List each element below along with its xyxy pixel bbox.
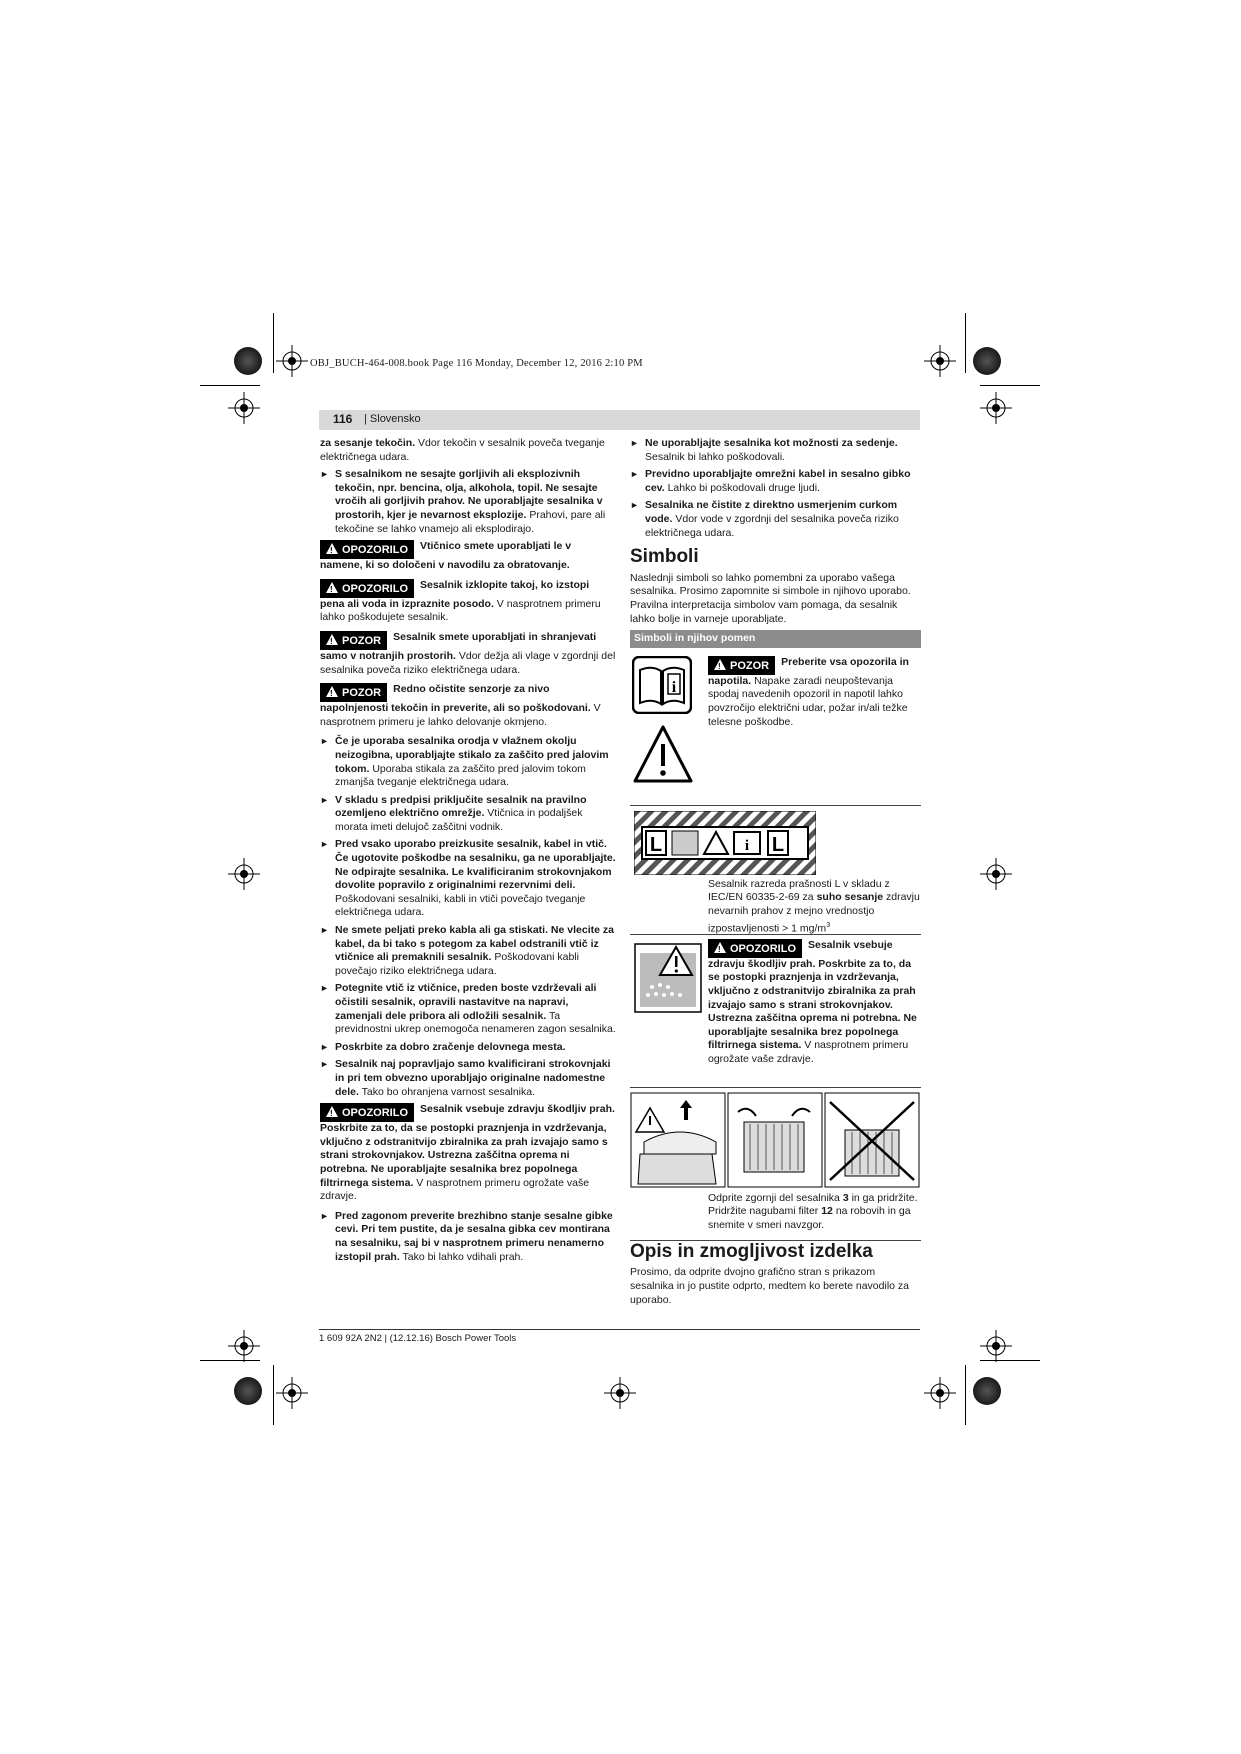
warning-text: Vtičnico smete uporabljati le v namene, ki so določeni v navodilu za obratovanje. bbox=[320, 540, 572, 572]
warning-text-normal: Vdor dežja ali vlage v zgordnji del sesalnika poveča riziko električnega udara. bbox=[320, 649, 616, 676]
page-header-bar bbox=[319, 410, 920, 430]
footer-rule bbox=[319, 1329, 920, 1330]
crop-mark bbox=[273, 313, 274, 373]
table-row bbox=[630, 648, 921, 806]
crop-mark bbox=[965, 313, 966, 373]
warning-text: Sesalnik izklopite takoj, ko izstopi pena ali voda in izpraznite posodo. bbox=[320, 578, 590, 610]
footer-text: 1 609 92A 2N2 | (12.12.16) Bosch Power Tools bbox=[319, 1333, 517, 1344]
warning-text: Sesalnik vsebuje zdravju škodljiv prah. Poskrbite za to, da se postopki praznjenja in vzdrževanja, vključno z odstranitvijo zbiralnika za prah izvajajo samo s strani strokovnjakov. Ustrezna zaščitna oprema ni potrebna. Ne uporabljajte sesalnika brez popolnega filtrirnega sistema. bbox=[320, 1103, 615, 1189]
warning-triangle-icon bbox=[326, 582, 338, 593]
registration-target-icon bbox=[973, 347, 1001, 375]
crosshair-icon bbox=[980, 1330, 1012, 1362]
warning-triangle-icon bbox=[326, 634, 338, 645]
registration-target-icon bbox=[973, 1377, 1001, 1405]
paragraph: Prosimo, da odprite dvojno grafično stran s prikazom sesalnika in jo pustite odprto, medtem ko berete navodilo za uporabo. bbox=[630, 1266, 909, 1306]
warning-block bbox=[320, 540, 616, 573]
table-row bbox=[630, 1088, 921, 1241]
svg-text:i: i bbox=[671, 678, 677, 696]
symbol-description: Odprite zgornji del sesalnika 3 in ga pridržite. Pridržite nagubami filter 12 na robovih in ga snemite v smeri navzgor. bbox=[708, 1191, 918, 1231]
warning-text-normal: V nasprotnem primeru je lahko delovanje okrnjeno. bbox=[320, 702, 601, 728]
intro-text: Vdor tekočin v sesalnik poveča tveganje električnega udara. bbox=[320, 437, 605, 463]
list-item: ► Poskrbite za dobro zračenje delovnega mesta. bbox=[320, 1041, 616, 1055]
crosshair-icon bbox=[228, 1330, 260, 1362]
bullet-text: Prahovi, pare ali tekočine se lahko vnamejo ali eksplodirajo. bbox=[335, 508, 606, 535]
list-item: ► Sesalnik naj popravljajo samo kvalificirani strokovnjaki in pri tem obvezno uporabljajo originalne nadomestne dele. Tako bo ohranjena varnost sesalnika. bbox=[320, 1058, 616, 1099]
warning-badge: !OPOZORILO bbox=[320, 1103, 414, 1122]
warning-triangle-icon bbox=[714, 942, 726, 953]
list-item bbox=[320, 468, 616, 536]
symbol-description: Sesalnik razreda prašnosti L v skladu z IEC/EN 60335-2-69 za suho sesanje zdravju nevarnih prahov z mejno vrednostjo izpostavljenosti > 1 $mg/m^3$ bbox=[708, 877, 920, 934]
list-item: ► Sesalnika ne čistite z direktno usmerjenim curkom vode. Vdor vode v zgordnji del sesalnika poveča riziko električnega udara. bbox=[630, 499, 921, 540]
crosshair-icon bbox=[980, 858, 1012, 890]
section-heading: Simboli bbox=[630, 546, 699, 568]
registration-target-icon bbox=[234, 1377, 262, 1405]
registration-target-icon bbox=[234, 347, 262, 375]
right-column bbox=[630, 437, 921, 1311]
caution-badge: !POZOR bbox=[708, 656, 775, 675]
warning-block bbox=[320, 579, 616, 625]
warning-triangle-icon bbox=[326, 543, 338, 554]
list-item: ► Če je uporaba sesalnika orodja v vlažnem okolju neizogibna, uporabljajte stikalo za zaščito pred jalovim tokom. Uporaba stikala za zaščito pred jalovim tokom zmanjša tveganje električnega udara. bbox=[320, 735, 616, 789]
symbol-description: !POZOR Preberite vsa opozorila in napotila. Napake zaradi neupoštevanja spodaj navedenih opozoril in napotil lahko povzročijo električni udar, požar in/ali težke telesne poškodbe. bbox=[708, 656, 920, 729]
warning-badge: !OPOZORILO bbox=[320, 540, 414, 559]
warning-block bbox=[320, 631, 616, 677]
warning-triangle-icon bbox=[326, 1106, 338, 1117]
warning-triangle-icon bbox=[326, 686, 338, 697]
warning-triangle-icon bbox=[714, 659, 726, 670]
harmful-dust-icon bbox=[634, 943, 702, 1013]
crop-mark bbox=[965, 1365, 966, 1425]
svg-text:i: i bbox=[744, 837, 750, 854]
left-column bbox=[320, 437, 616, 1268]
crosshair-icon bbox=[228, 392, 260, 424]
crosshair-icon bbox=[276, 1377, 308, 1409]
intro-paragraph bbox=[320, 437, 616, 464]
intro-bold: za sesanje tekočin. bbox=[320, 437, 416, 449]
list-item: ► Ne smete peljati preko kabla ali ga stiskati. Ne vlecite za kabel, da bi tako s potegom za kabel odstranili vtič iz vtičnice ali premaknili sesalnik. Poškodovani kabli povečajo riziko električnega udara. bbox=[320, 924, 616, 978]
list-item: ► V skladu s predpisi priključite sesalnik na pravilno ozemljeno električno omrežje. Vtičnica in podaljšek morata imeti delujoč zaščitni vodnik. bbox=[320, 794, 616, 835]
warning-text-normal: V nasprotnem primeru ogrožate vaše zdravje. bbox=[320, 1176, 590, 1203]
list-item: ► Ne uporabljajte sesalnika kot možnosti za sedenje. Sesalnik bi lahko poškodovali. bbox=[630, 437, 921, 464]
crop-mark bbox=[200, 385, 260, 386]
table-heading: Simboli in njihov pomen bbox=[630, 630, 921, 648]
crosshair-icon bbox=[980, 392, 1012, 424]
warning-badge: !OPOZORILO bbox=[708, 939, 802, 958]
table-row bbox=[630, 935, 921, 1088]
warning-block bbox=[320, 683, 616, 729]
crosshair-icon bbox=[924, 345, 956, 377]
caution-badge: !POZOR bbox=[320, 631, 387, 650]
crosshair-icon bbox=[228, 858, 260, 890]
bullet-bold: S sesalnikom ne sesajte gorljivih ali eksplozivnih tekočin, npr. bencina, olja, alkohola, topil. Ne sesajte vročih ali gorljivih prahov. Ne uporabljajte sesalnika v prostorih, kjer je nevarnost eksplozije. bbox=[335, 468, 603, 521]
warning-text: Sesalnik smete uporabljati in shranjevati samo v notranjih prostorih. bbox=[320, 630, 597, 662]
paragraph: Naslednji simboli so lahko pomembni za uporabo vašega sesalnika. Prosimo zapomnite si simbole in njihovo uporabo. Pravilna interpretacija simbolov vam pomaga, da sesalnik lahko bolje in varneje uporabljate. bbox=[630, 571, 911, 625]
file-header: OBJ_BUCH-464-008.book Page 116 Monday, December 12, 2016 2:10 PM bbox=[310, 358, 643, 369]
filter-removal-illustration bbox=[630, 1092, 920, 1188]
section-heading: Opis in zmogljivost izdelka bbox=[630, 1240, 873, 1262]
warning-badge: !OPOZORILO bbox=[320, 579, 414, 598]
crosshair-icon bbox=[276, 345, 308, 377]
warning-triangle-icon bbox=[632, 724, 694, 786]
dust-class-letter: L bbox=[649, 833, 663, 856]
symbol-description: !OPOZORILO Sesalnik vsebuje zdravju škodljiv prah. Poskrbite za to, da se postopki praznjenja in vzdrževanja, vključno z odstranitvijo zbiralnika za prah izvajajo samo s strani strokovnjakov. Ustrezna zaščitna oprema ni potrebna. Ne uporabljajte sesalnika brez popolnega filtrirnega sistema. V nasprotnem primeru ogrožate vaše zdravje. bbox=[708, 939, 920, 1067]
warning-text-normal: V nasprotnem primeru lahko poškodujete sesalnik. bbox=[320, 597, 601, 624]
crop-mark bbox=[980, 385, 1040, 386]
dust-class-letter: L bbox=[771, 833, 785, 856]
read-manual-icon bbox=[632, 656, 692, 714]
section-title: | Slovensko bbox=[364, 413, 421, 425]
list-item: ► Previdno uporabljajte omrežni kabel in sesalno gibko cev. Lahko bi poškodovali druge ljudi. bbox=[630, 468, 921, 495]
list-item: ► Potegnite vtič iz vtičnice, preden boste vzdrževali ali očistili sesalnik, opravili nastavitve na napravi, zamenjali dele pribora ali odložili sesalnik. Ta previdnostni ukrep onemogoča nenameren zagon sesalnika. bbox=[320, 982, 616, 1036]
page-number: 116 bbox=[333, 412, 353, 426]
caution-badge: !POZOR bbox=[320, 683, 387, 702]
warning-text: Redno očistite senzorje za nivo napolnjenosti tekočin in preverite, ali so poškodovani. bbox=[320, 683, 591, 715]
crosshair-icon bbox=[604, 1377, 636, 1409]
crosshair-icon bbox=[924, 1377, 956, 1409]
list-item: ► Pred zagonom preverite brezhibno stanje sesalne gibke cevi. Pri tem pustite, da je sesalna gibka cev montirana na sesalniku, saj bi v nasprotnem primeru nenamerno izstopil prah. Tako bi lahko vdihali prah. bbox=[320, 1210, 616, 1264]
crop-mark bbox=[273, 1365, 274, 1425]
table-row bbox=[630, 806, 921, 935]
list-item: ► Pred vsako uporabo preizkusite sesalnik, kabel in vtič. Če ugotovite poškodbe na sesalniku, ga ne uporabljajte. Ne odpirajte sesalnika. Le kvalificiranim strokovnjakom dovolite popravilo z originalnimi rezervnimi deli. Poškodovani sesalniki, kabli in vtiči povečajo tveganje električnega udara. bbox=[320, 838, 616, 920]
dust-class-l-label-icon bbox=[634, 811, 816, 875]
warning-block bbox=[320, 1103, 616, 1204]
